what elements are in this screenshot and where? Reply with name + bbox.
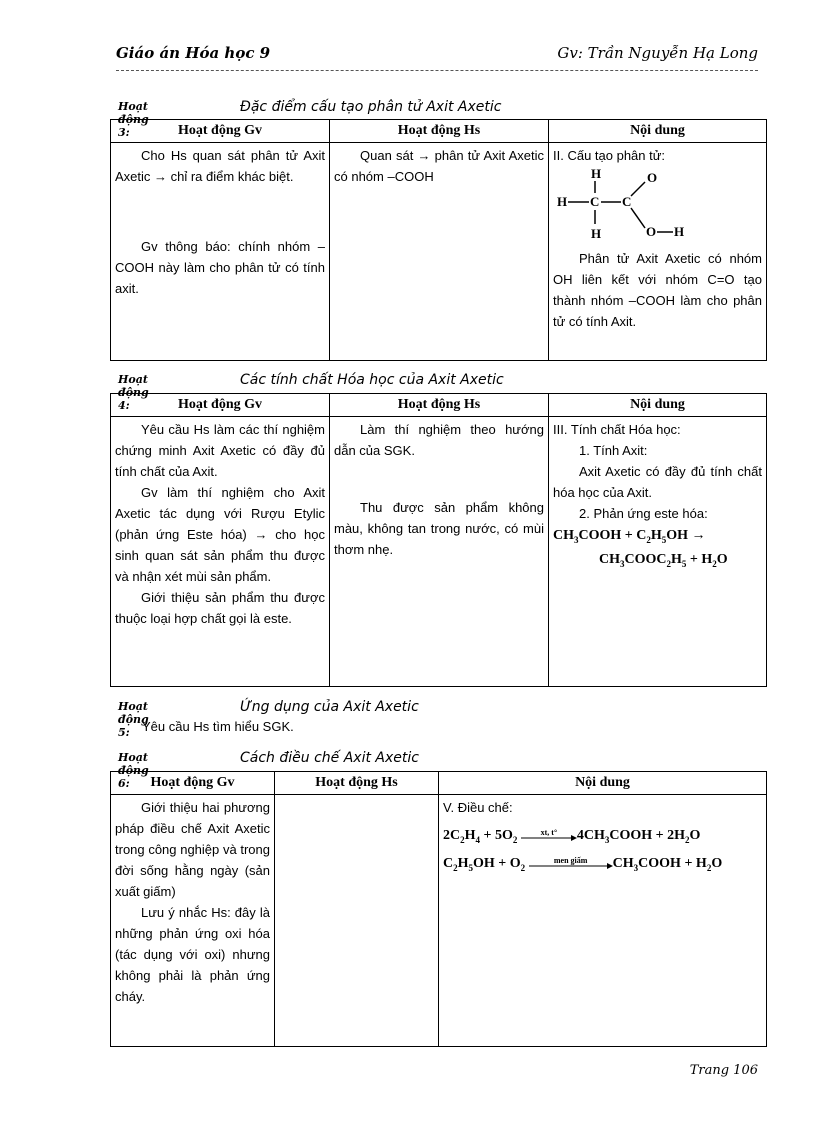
activity-5-label: Hoạt động 5: <box>118 700 149 739</box>
column-header-nd: Nội dung <box>549 394 767 417</box>
header-teacher: Gv: Trần Nguyễn Hạ Long <box>557 44 758 62</box>
svg-text:H: H <box>591 166 602 181</box>
act3-gv-text-2: Gv thông báo: chính nhóm –COOH này làm cho phân tử có tính axit. <box>115 239 325 296</box>
preparation-equation-1: $2C_2H_4 + 5O_2$ xt, t° $4CH_3COOH + 2H_2O$ <box>443 824 762 848</box>
svg-text:H: H <box>674 224 685 239</box>
svg-text:O: O <box>647 170 658 185</box>
act6-nd-title: V. Điều chế: <box>443 800 513 815</box>
activity-4-label: Hoạt động 4: <box>118 373 149 412</box>
activity-4-table <box>110 393 767 687</box>
column-header-hs: Hoạt động Hs <box>330 394 549 417</box>
act4-gv-text-1: Yêu cầu Hs làm các thí nghiệm chứng minh Axit Axetic có đầy đủ tính chất của Axit. <box>115 422 325 479</box>
act3-nd-text-2: Phân tử Axit Axetic có nhóm OH liên kết với nhóm C=O tạo thành nhóm –COOH làm cho phân tử có tính Axit. <box>553 251 762 329</box>
act4-hs-text-2: Thu được sản phẩm không màu, không tan trong nước, có mùi thơm nhẹ. <box>334 500 544 557</box>
act3-nd-title: II. Cấu tạo phân tử: <box>553 148 666 163</box>
activity-3-label: Hoạt động 3: <box>118 100 149 139</box>
column-header-gv: Hoạt động Gv <box>111 772 275 795</box>
header-subject: Giáo án Hóa học 9 <box>116 44 271 62</box>
activity-6-label: Hoạt động 6: <box>118 751 149 790</box>
column-header-nd: Nội dung <box>549 120 767 143</box>
page-number: Trang 106 <box>689 1063 758 1078</box>
column-header-hs: Hoạt động Hs <box>330 120 549 143</box>
column-header-gv: Hoạt động Gv <box>111 394 330 417</box>
esterification-equation-line-1: $CH_3COOH + C_2H_5OH$ → <box>553 528 706 545</box>
act6-hs-cell <box>275 795 439 1047</box>
act4-nd-text-1: Axit Axetic có đầy đủ tính chất hóa học của Axit. <box>553 464 762 500</box>
activity-3-table <box>110 119 767 361</box>
column-header-gv: Hoạt động Gv <box>111 120 330 143</box>
act4-gv-text-2: Gv làm thí nghiệm cho Axit Axetic tác dụng với Rượu Etylic (phản ứng Este hóa) → cho học sinh quan sát sản phẩm thu được và nhận xét mùi sản phẩm. <box>115 485 325 584</box>
act4-hs-text-1: Làm thí nghiệm theo hướng dẫn của SGK. <box>334 422 544 458</box>
esterification-equation-line-2: $CH_3COOC_2H_5 + H_2O$ <box>599 552 728 569</box>
svg-text:O: O <box>646 224 657 239</box>
activity-5-text: Yêu cầu Hs tìm hiểu SGK. <box>142 719 294 734</box>
svg-text:C: C <box>590 194 600 209</box>
activity-3-title: Đặc điểm cấu tạo phân tử Axit Axetic <box>240 99 502 115</box>
preparation-equation-2: $C_2H_5OH + O_2$ men giấm $CH_3COOH + H_2O$ <box>443 852 762 876</box>
condition-label-2: men giấm <box>553 855 588 865</box>
column-header-hs: Hoạt động Hs <box>275 772 439 795</box>
arrow-icon <box>529 855 613 870</box>
activity-6-title: Cách điều chế Axit Axetic <box>240 750 419 766</box>
activity-6-table <box>110 771 767 1047</box>
svg-text:C: C <box>622 194 632 209</box>
act3-gv-text-1: Cho Hs quan sát phân tử Axit Axetic → chỉ ra điểm khác biệt. <box>115 148 325 184</box>
act4-nd-title: III. Tính chất Hóa học: <box>553 422 681 437</box>
act4-nd-subtitle-1: 1. Tính Axit: <box>579 443 648 458</box>
activity-4-title: Các tính chất Hóa học của Axit Axetic <box>240 372 504 388</box>
act4-nd-subtitle-2: 2. Phản ứng este hóa: <box>579 506 708 521</box>
act4-gv-text-3: Giới thiệu sản phẩm thu được thuộc loại hợp chất gọi là este. <box>115 590 325 626</box>
act3-hs-text-1: Quan sát → phân tử Axit Axetic có nhóm –COOH <box>334 148 544 184</box>
activity-5-title: Ứng dụng của Axit Axetic <box>240 699 419 715</box>
page-header <box>116 42 758 71</box>
acetic-acid-structure-diagram <box>553 166 703 248</box>
svg-text:H: H <box>591 226 602 241</box>
act6-gv-text-1: Giới thiệu hai phương pháp điều chế Axit Axetic trong công nghiệp và trong đời sống hằng ngày (sản xuất giấm) <box>115 800 270 899</box>
act6-gv-text-2: Lưu ý nhắc Hs: đây là những phản ứng oxi hóa (tác dụng với oxi) nhưng không phải là phản ứng cháy. <box>115 905 270 1004</box>
arrow-icon <box>521 827 577 842</box>
column-header-nd: Nội dung <box>439 772 767 795</box>
svg-text:H: H <box>557 194 568 209</box>
condition-label-1: xt, t° <box>540 827 558 837</box>
